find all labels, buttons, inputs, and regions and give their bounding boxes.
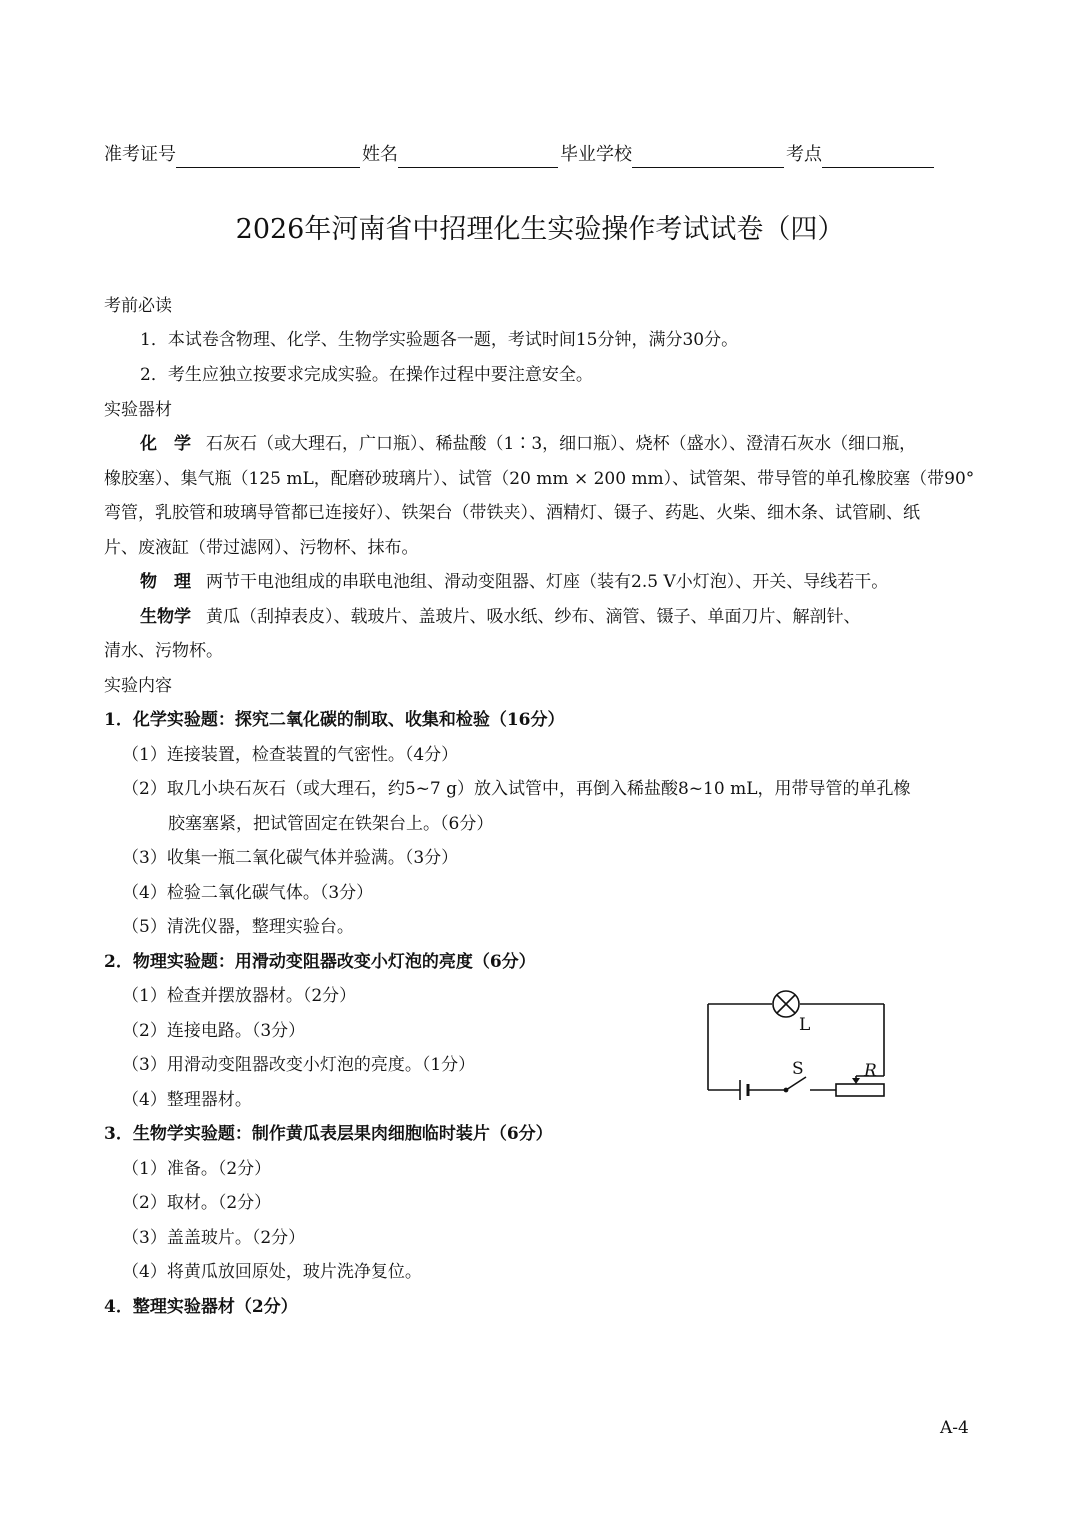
switch-label: S: [792, 1059, 804, 1079]
rheostat-label: R: [864, 1061, 877, 1081]
chemistry-label: 化 学: [140, 434, 191, 454]
q2-step-1: （1）检查并摆放器材。（2分）: [122, 986, 357, 1006]
q2-step-2: （2）连接电路。（3分）: [122, 1021, 306, 1041]
lamp-label: L: [799, 1015, 811, 1035]
exam-site-label: 考点: [786, 144, 822, 165]
exam-site-field[interactable]: [822, 145, 934, 168]
page-title: 2026年河南省中招理化生实验操作考试试卷（四）: [235, 214, 845, 245]
notice-item-2: 2．考生应独立按要求完成实验。在操作过程中要注意安全。: [140, 365, 593, 385]
q1-step-1: （1）连接装置，检查装置的气密性。（4分）: [122, 745, 459, 765]
name-label: 姓名: [362, 144, 398, 165]
chemistry-materials-line-3: 弯管，乳胶管和玻璃导管都已连接好）、铁架台（带铁夹）、酒精灯、镊子、药匙、火柴、细木条、试管刷、纸: [104, 503, 920, 523]
exam-number-label: 准考证号: [104, 144, 176, 165]
q2-step-4: （4）整理器材。: [122, 1090, 252, 1110]
question-3-title: 3．生物学实验题：制作黄瓜表层果肉细胞临时装片（6分）: [104, 1124, 553, 1144]
q1-step-5: （5）清洗仪器，整理实验台。: [122, 917, 354, 937]
question-1-title: 1．化学实验题：探究二氧化碳的制取、收集和检验（16分）: [104, 710, 565, 730]
chemistry-materials-line-4: 片、废液缸（带过滤网）、污物杯、抹布。: [104, 538, 419, 558]
notice-item-1: 1．本试卷含物理、化学、生物学实验题各一题，考试时间15分钟，满分30分。: [140, 330, 739, 350]
q2-step-3: （3）用滑动变阻器改变小灯泡的亮度。（1分）: [122, 1055, 476, 1075]
candidate-info-row: [104, 142, 936, 168]
content-heading: 实验内容: [104, 676, 172, 696]
chemistry-materials-line-2: 橡胶塞）、集气瓶（125 mL，配磨砂玻璃片）、试管（20 mm × 200 mm）、试管架、带导管的单孔橡胶塞（带90°: [104, 469, 975, 489]
physics-materials: 两节干电池组成的串联电池组、滑动变阻器、灯座（装有2.5 V小灯泡）、开关、导线若干。: [206, 572, 889, 592]
notice-heading: 考前必读: [104, 296, 172, 316]
biology-label: 生物学: [140, 607, 191, 627]
biology-materials-line-1: 黄瓜（刮掉表皮）、载玻片、盖玻片、吸水纸、纱布、滴管、镊子、单面刀片、解剖针、: [206, 607, 861, 627]
q3-step-3: （3）盖盖玻片。（2分）: [122, 1228, 306, 1248]
materials-heading: 实验器材: [104, 400, 172, 420]
school-field[interactable]: [632, 145, 784, 168]
question-4-title: 4．整理实验器材（2分）: [104, 1297, 298, 1317]
q1-step-2-line-2: 胶塞塞紧，把试管固定在铁架台上。（6分）: [168, 814, 494, 834]
name-field[interactable]: [398, 145, 558, 168]
school-label: 毕业学校: [560, 144, 632, 165]
exam-number-field[interactable]: [176, 145, 360, 168]
slider-arrow-head: [852, 1078, 860, 1084]
question-2-title: 2．物理实验题：用滑动变阻器改变小灯泡的亮度（6分）: [104, 952, 536, 972]
rheostat-resistor: [836, 1084, 884, 1096]
circuit-diagram: [698, 990, 898, 1110]
physics-label: 物 理: [140, 572, 191, 592]
biology-materials-line-2: 清水、污物杯。: [104, 641, 223, 661]
q1-step-2-line-1: （2）取几小块石灰石（或大理石，约5~7 g）放入试管中，再倒入稀盐酸8~10 mL，用带导管的单孔橡: [122, 779, 911, 799]
q3-step-2: （2）取材。（2分）: [122, 1193, 272, 1213]
q3-step-4: （4）将黄瓜放回原处，玻片洗净复位。: [122, 1262, 422, 1282]
q1-step-4: （4）检验二氧化碳气体。（3分）: [122, 883, 374, 903]
q1-step-3: （3）收集一瓶二氧化碳气体并验满。（3分）: [122, 848, 459, 868]
chemistry-materials-line-1: 石灰石（或大理石，广口瓶）、稀盐酸（1∶3，细口瓶）、烧杯（盛水）、澄清石灰水（细口瓶，: [206, 434, 917, 454]
page-number: A-4: [940, 1418, 969, 1438]
q3-step-1: （1）准备。（2分）: [122, 1159, 272, 1179]
